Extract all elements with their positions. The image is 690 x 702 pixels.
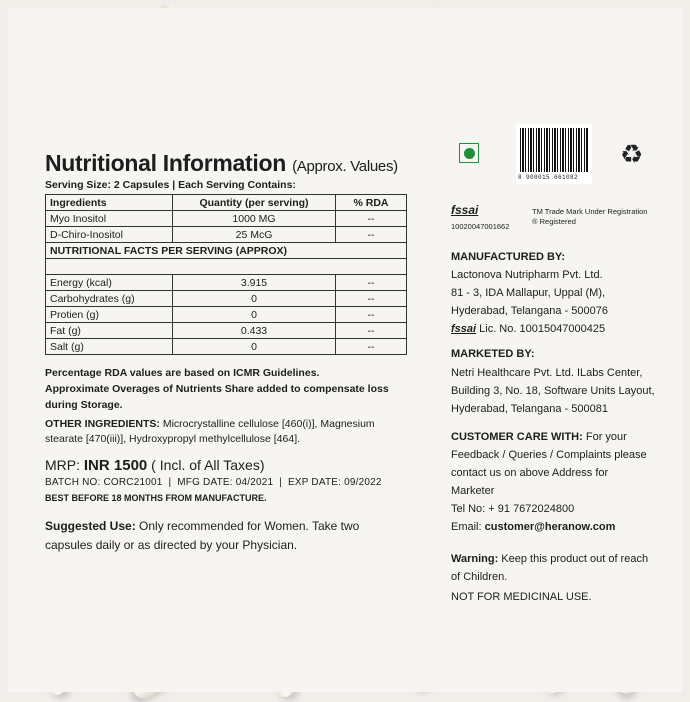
suggested-use-text: Only recommended for Women. Take two capsules daily or as directed by your Physician. [45, 519, 360, 552]
other-ingredients-label: OTHER INGREDIENTS: [45, 418, 160, 430]
address-line: Netri Healthcare Pvt. Ltd. ILabs Center, [451, 367, 643, 379]
table-row [46, 275, 407, 291]
header-ingredients: Ingredients [46, 195, 173, 211]
fssai-logo: fssai [451, 203, 479, 217]
table-header-row [46, 195, 407, 211]
cell-amount: 0.433 [173, 323, 336, 339]
cell-rda: -- [336, 227, 407, 243]
license-line [451, 320, 608, 338]
cell-nutrient: Carbohydrates (g) [46, 291, 173, 307]
mrp-line [45, 457, 265, 474]
other-ingredients [45, 417, 415, 447]
batch-info: BATCH NO: CORC21001 | MFG DATE: 04/2021 | EXP DATE: 09/2022 [45, 477, 382, 488]
address-line: Lactonova Nutripharm Pvt. Ltd. [451, 269, 603, 281]
marketed-label: MARKETED BY: [451, 348, 535, 360]
nutrition-table [45, 194, 407, 355]
customer-care-text: For your Feedback / Queries / Complaints please contact us on above Address for Marketer [451, 431, 647, 497]
barcode [516, 124, 592, 184]
table-row [46, 227, 407, 243]
email-label: Email: [451, 521, 485, 533]
table-row [46, 291, 407, 307]
cell-nutrient: Protien (g) [46, 307, 173, 323]
title-subtitle: (Approx. Values) [292, 158, 398, 175]
page-title [45, 150, 398, 177]
warning-text: Keep this product out of reach of Children. [451, 553, 649, 583]
overage-note: Approximate Overages of Nutrients Share added to compensate loss during Storage. [45, 383, 389, 411]
section-header-row [46, 243, 407, 259]
section-header: NUTRITIONAL FACTS PER SERVING (APPROX) [46, 243, 407, 259]
rda-note-line: Percentage RDA values are based on ICMR Guidelines. [45, 367, 320, 379]
cell-amount: 0 [173, 291, 336, 307]
trademark-line: TM Trade Mark Under Registration [532, 207, 648, 216]
customer-care-label: CUSTOMER CARE WITH: [451, 431, 583, 443]
cell-quantity: 25 McG [173, 227, 336, 243]
veg-mark-icon [459, 143, 479, 163]
title-text: Nutritional Information [45, 150, 286, 176]
customer-care [451, 428, 651, 500]
registered-line: ® Registered [532, 217, 576, 226]
suggested-use [45, 517, 410, 555]
table-row [46, 323, 407, 339]
cell-ingredient: D-Chiro-Inositol [46, 227, 173, 243]
marketer-address [451, 364, 655, 418]
warning [451, 550, 651, 586]
other-ingredients-text: Microcrystalline cellulose [460(i)], Magnesium stearate [470(iii)], Hydroxypropyl methylcellulose [464]. [45, 418, 375, 445]
cell-amount: 0 [173, 339, 336, 355]
recycle-icon: ♻ [620, 139, 644, 169]
address-line: Hyderabad, Telangana - 500076 [451, 305, 608, 317]
fssai-small-logo: fssai [451, 323, 477, 335]
telephone: Tel No: + 91 7672024800 [451, 503, 575, 515]
manufacturer-address [451, 266, 608, 338]
not-medicinal: NOT FOR MEDICINAL USE. [451, 591, 592, 603]
manufactured-label: MANUFACTURED BY: [451, 251, 566, 263]
cell-quantity: 1000 MG [173, 211, 336, 227]
cell-amount: 0 [173, 307, 336, 323]
cell-nutrient: Energy (kcal) [46, 275, 173, 291]
table-row [46, 211, 407, 227]
cell-ingredient: Myo Inositol [46, 211, 173, 227]
license-number: Lic. No. 10015047000425 [476, 323, 606, 335]
rda-note [45, 365, 405, 413]
cell-rda: -- [336, 211, 407, 227]
serving-size: Serving Size: 2 Capsules | Each Serving Contains: [45, 179, 296, 191]
address-line: Hyderabad, Telangana - 500081 [451, 403, 608, 415]
email-value: customer@heranow.com [484, 521, 616, 533]
suggested-use-label: Suggested Use: [45, 519, 136, 533]
barcode-bars [520, 128, 588, 172]
cell-nutrient: Salt (g) [46, 339, 173, 355]
fssai-number: 10020047001662 [451, 222, 510, 231]
cell-rda: -- [336, 323, 407, 339]
cell-rda: -- [336, 339, 407, 355]
address-line: 81 - 3, IDA Mallapur, Uppal (M), [451, 287, 606, 299]
cell-nutrient: Fat (g) [46, 323, 173, 339]
barcode-number: 8 908015 661082 [518, 174, 579, 181]
email-line [451, 518, 615, 536]
table-gap [46, 259, 407, 275]
cell-amount: 3.915 [173, 275, 336, 291]
best-before: BEST BEFORE 18 MONTHS FROM MANUFACTURE. [45, 493, 267, 503]
table-row [46, 339, 407, 355]
cell-rda: -- [336, 307, 407, 323]
header-rda: % RDA [336, 195, 407, 211]
mrp-taxes: ( Incl. of All Taxes) [151, 457, 265, 473]
trademark-note [532, 207, 647, 227]
header-quantity: Quantity (per serving) [173, 195, 336, 211]
cell-rda: -- [336, 291, 407, 307]
warning-label: Warning: [451, 553, 499, 565]
mrp-value: INR 1500 [83, 457, 148, 474]
table-row [46, 307, 407, 323]
address-line: Building 3, No. 18, Software Units Layout, [451, 385, 655, 397]
mrp-label: MRP: [45, 457, 80, 473]
cell-rda: -- [336, 275, 407, 291]
